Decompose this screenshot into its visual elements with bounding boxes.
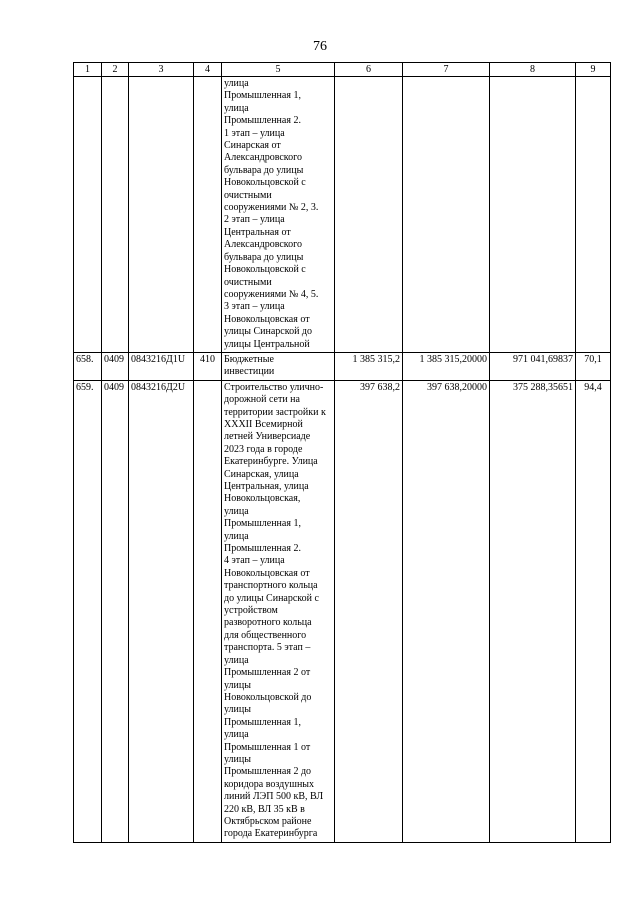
expense-type-cell: 410: [194, 352, 222, 380]
description-cell: Строительство улично- дорожной сети на территории застройки к XXXII Всемирной летней Универсиаде 2023 года в городе Екатеринбурге. Улица Синарская, улица Центральная, улица Новокольцовская, улица Промышленная 1, улица Промышленная 2. 4 этап – улица Новокольцовская от транспортного кольца до улицы Синарской с устройством разворотного кольца для общественного транспорта. 5 этап – улица Промышленная 2 от улицы Новокольцовской до улицы Промышленная 1, улица Промышленная 1 от улицы Промышленная 2 до коридора воздушных линий ЛЭП 500 кВ, ВЛ 220 кВ, ВЛ 35 кВ в Октябрьском районе города Екатеринбурга: [222, 380, 335, 842]
target-article-cell: 0843216Д1U: [129, 352, 194, 380]
column-header: 2: [102, 63, 129, 77]
column-header: 3: [129, 63, 194, 77]
percent-cell: [576, 77, 611, 353]
row-number-cell: 658.: [74, 352, 102, 380]
column-number-row: [74, 63, 611, 77]
expense-type-cell: [194, 380, 222, 842]
description-cell: Бюджетные инвестиции: [222, 352, 335, 380]
row-number-cell: 659.: [74, 380, 102, 842]
amount-cell: 397 638,20000: [403, 380, 490, 842]
section-code-cell: [102, 77, 129, 353]
column-header: 5: [222, 63, 335, 77]
description-cell: улица Промышленная 1, улица Промышленная 2. 1 этап – улица Синарская от Александровского бульвара до улицы Новокольцовской с очистными сооружениями № 2, 3. 2 этап – улица Центральная от Александровского бульвара до улицы Новокольцовской с очистными сооружениями № 4, 5. 3 этап – улица Новокольцовская от улицы Синарской до улицы Центральной: [222, 77, 335, 353]
column-header: 1: [74, 63, 102, 77]
column-header: 9: [576, 63, 611, 77]
amount-cell: [335, 77, 403, 353]
amount-cell: [403, 77, 490, 353]
table-row: [74, 352, 611, 380]
section-code-cell: 0409: [102, 352, 129, 380]
amount-cell: 375 288,35651: [490, 380, 576, 842]
amount-cell: 971 041,69837: [490, 352, 576, 380]
amount-cell: 1 385 315,2: [335, 352, 403, 380]
amount-cell: 397 638,2: [335, 380, 403, 842]
amount-cell: [490, 77, 576, 353]
target-article-cell: 0843216Д2U: [129, 380, 194, 842]
column-header: 4: [194, 63, 222, 77]
target-article-cell: [129, 77, 194, 353]
table-row: [74, 77, 611, 353]
column-header: 8: [490, 63, 576, 77]
table-row: [74, 380, 611, 842]
expense-type-cell: [194, 77, 222, 353]
row-number-cell: [74, 77, 102, 353]
amount-cell: 1 385 315,20000: [403, 352, 490, 380]
percent-cell: 70,1: [576, 352, 611, 380]
column-header: 6: [335, 63, 403, 77]
section-code-cell: 0409: [102, 380, 129, 842]
budget-table: [73, 62, 611, 843]
percent-cell: 94,4: [576, 380, 611, 842]
page-number: 76: [313, 39, 327, 54]
column-header: 7: [403, 63, 490, 77]
